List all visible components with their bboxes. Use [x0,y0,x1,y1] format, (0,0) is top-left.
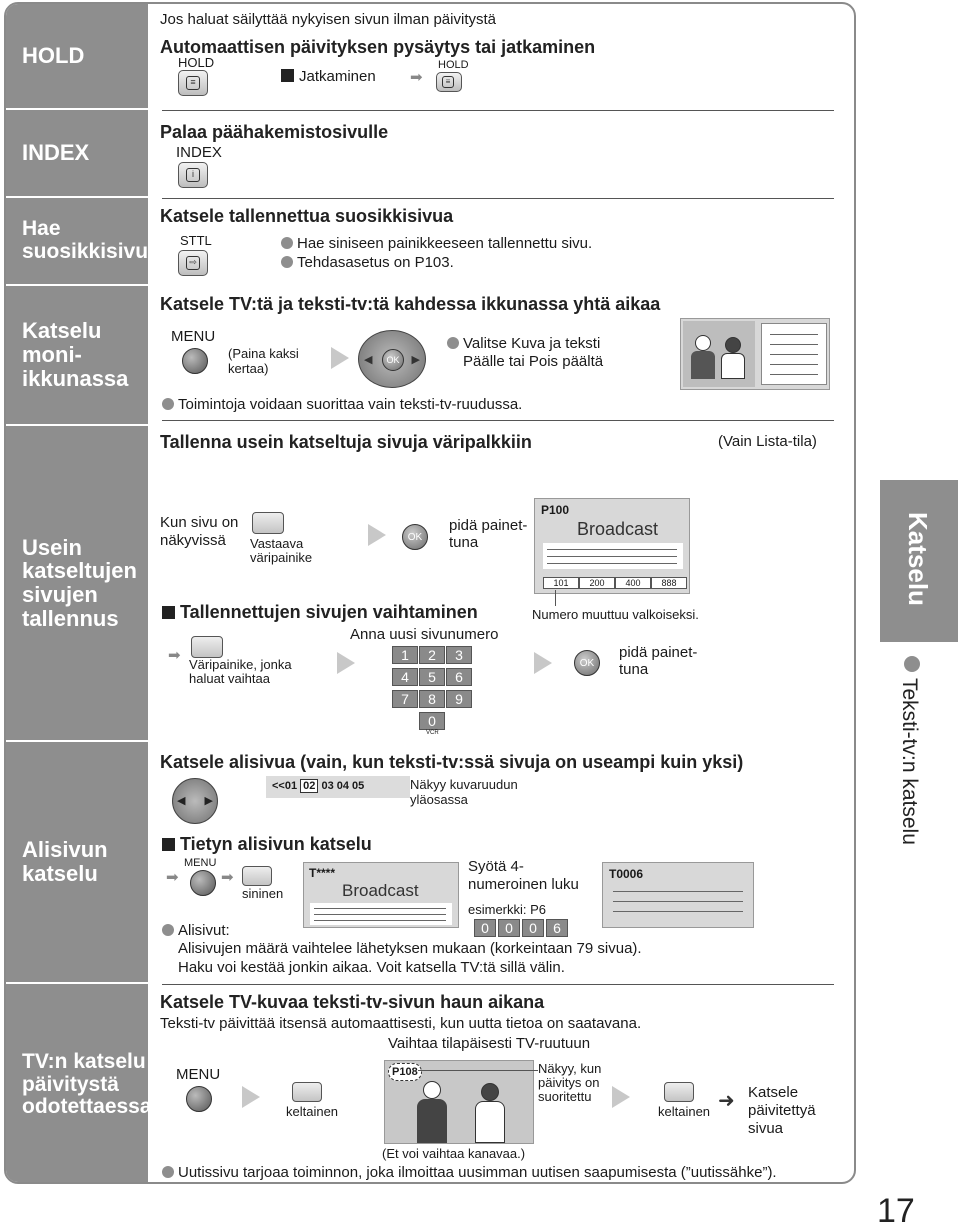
color-button[interactable] [252,512,284,534]
menu-button[interactable] [190,870,216,896]
square-bullet [162,838,175,851]
shown-label: Näkyy kuvaruudun yläosassa [410,777,518,807]
arrow-icon: ➡ [166,869,179,886]
arrow-icon [242,1086,260,1108]
tab-teksti: Teksti-tv:n katselu [898,678,921,845]
stored-bullet-1: Hae siniseen painikkeeseen tallennettu sivu. [281,235,592,252]
person-icon [481,1083,499,1101]
split-screen-image [680,318,830,390]
multi-select: Valitse Kuva ja teksti [447,335,600,352]
hold-intro: Jos haluat säilyttää nykyisen sivun ilman päivitystä [160,11,496,28]
key-5[interactable]: 5 [419,668,445,686]
change-title: Tallennettujen sivujen vaihtaminen [162,602,478,623]
sub-label: Alisivut: [162,922,230,939]
person-body-icon [417,1099,447,1143]
color-button[interactable] [191,636,223,658]
yellow-label-2: keltainen [658,1104,711,1119]
vcr-label: VCR [426,730,439,736]
person-icon [725,337,741,353]
digit-key[interactable]: 0 [498,919,520,937]
key-2[interactable]: 2 [419,646,445,664]
arrow-icon: ➡ [221,869,234,886]
section-usein: Usein katseltujen sivujen tallennus [6,426,148,740]
sttl-button-label: STTL [180,233,212,248]
menu-button[interactable] [186,1086,212,1112]
teletext-pane [761,323,827,385]
person-body-icon [721,353,745,379]
key-0[interactable]: 0 [419,712,445,730]
selected-subpage[interactable]: 02 [300,779,318,793]
person-body-icon [691,351,715,379]
square-bullet [281,69,294,82]
temp-label: Vaihtaa tilapäisesti TV-ruutuun [388,1035,591,1052]
key-7[interactable]: 7 [392,690,418,708]
hold-button-2[interactable] [436,72,462,92]
arrow-icon [331,347,349,369]
enter-label: Syötä 4-numeroinen luku [468,858,579,893]
teletext-screen [303,862,459,928]
left-arrow-icon: ◀ [177,795,186,807]
news-note: Uutissivu tarjoaa toiminnon, joka ilmoittaa uusimman uutisen saapumisesta (”uutissähke”). [162,1164,777,1181]
menu-label: MENU [184,857,217,869]
page-number: 17 [877,1192,915,1230]
stored-title: Katsele tallennettua suosikkisivua [160,206,454,226]
tv-picture [683,321,755,387]
color-bar-item[interactable]: 400 [615,577,651,589]
dpad-button[interactable] [172,778,218,824]
arrow-icon: ➡ [410,69,423,86]
section-paivitys: TV:n katselu päivitystä odotettaessa [6,984,148,1184]
page-number: P108 [388,1063,422,1081]
page-number: P100 [541,503,570,517]
dpad-button[interactable] [358,330,426,388]
arrow-icon: ➜ [718,1090,735,1112]
divider [162,198,834,199]
example-label: esimerkki: P6 [468,902,547,917]
index-button-label: INDEX [176,144,222,161]
fav-when: Kun sivu on näkyvissä [160,514,239,549]
bullet-icon [904,656,920,672]
blue-label: sininen [242,886,284,901]
sub-note-2: Haku voi kestää jonkin aikaa. Voit katsella TV:tä sillä välin. [178,959,565,976]
menu-label: MENU [176,1066,221,1083]
section-hae: Hae suosikkisivu [6,198,148,284]
right-arrow-icon: ▶ [411,354,420,366]
ok-button[interactable]: OK [574,650,600,676]
fav-title: Tallenna usein katseltuja sivuja väripalkkiin [160,432,532,452]
callout-line [418,1070,538,1071]
color-bar-item[interactable]: 888 [651,577,687,589]
tab-katselu: Katselu [903,512,933,606]
teletext-screen [534,498,690,594]
matching-color-label: Vastaava väripainike [250,536,313,565]
multi-title: Katsele TV:tä ja teksti-tv:tä kahdessa ikkunassa yhtä aikaa [160,294,661,314]
arrow-icon [368,524,386,546]
ok-button[interactable]: OK [402,524,428,550]
index-button[interactable] [178,162,208,188]
bullet-icon [162,398,174,410]
chapter-tab [880,480,958,642]
stored-bullet-2: Tehdasasetus on P103. [281,254,454,271]
key-8[interactable]: 8 [419,690,445,708]
hold-button-label: HOLD [178,55,215,70]
color-bar [543,577,687,589]
view-label: Katsele päivitettyä sivua [748,1084,816,1137]
key-3[interactable]: 3 [446,646,472,664]
result-screen [602,862,754,928]
digit-key[interactable]: 0 [474,919,496,937]
hold-button-label-2: HOLD [438,59,469,71]
bullet-icon [447,337,459,349]
broadcast-label: Broadcast [577,519,659,539]
bullet-icon [162,924,174,936]
text-area [543,543,683,569]
yellow-button[interactable] [664,1082,694,1102]
bullet-icon [281,237,293,249]
arrow-icon [612,1086,630,1108]
hold-title: Automaattisen päivityksen pysäytys tai jatkaminen [160,37,596,57]
key-4[interactable]: 4 [392,668,418,686]
key-1[interactable]: 1 [392,646,418,664]
ok-button[interactable]: OK [382,349,404,371]
section-index: INDEX [6,110,148,196]
specific-title: Tietyn alisivun katselu [162,834,372,855]
page-number: T0006 [609,867,644,881]
sub-note-1: Alisivujen määrä vaihtelee lähetyksen mukaan (korkeintaan 79 sivua). [178,940,642,957]
sttl-button[interactable] [178,250,208,276]
arrow-icon [337,652,355,674]
digit-key[interactable]: 6 [546,919,568,937]
hold-press-label: pidä painet-tuna [449,517,528,551]
update-title: Katsele TV-kuvaa teksti-tv-sivun haun aikana [160,992,545,1012]
broadcast-label: Broadcast [342,881,419,900]
subpage-bar: <<01 02 03 04 05 [266,776,410,798]
text-area [310,903,452,925]
menu-button[interactable] [182,348,208,374]
section-alisivun: Alisivun katselu [6,742,148,982]
sttl-icon: ⇨ [186,256,200,270]
divider [162,984,834,985]
bullet-icon [162,1166,174,1178]
key-9[interactable]: 9 [446,690,472,708]
person-body-icon [475,1101,505,1143]
arrow-icon [534,652,552,674]
hold-button[interactable] [178,70,208,96]
color-button-label: Väripainike, jonka haluat vaihtaa [189,657,292,686]
press-twice: (Paina kaksi kertaa) [228,346,299,376]
arrow-icon: ➡ [168,647,181,664]
hold-icon: ≡ [186,76,200,90]
nochannel-label: (Et voi vaihtaa kanavaa.) [382,1146,526,1161]
square-bullet [162,606,175,619]
color-bar-item[interactable]: 200 [579,577,615,589]
sub-title: Katsele alisivua (vain, kun teksti-tv:ssä sivuja on useampi kuin yksi) [160,752,744,772]
divider [162,110,834,111]
digit-key[interactable]: 0 [522,919,544,937]
blue-button[interactable] [242,866,272,886]
new-number-label: Anna uusi sivunumero [350,626,499,643]
index-title: Palaa päähakemistosivulle [160,122,389,142]
hold-icon: ≡ [442,76,454,88]
divider [162,420,834,421]
shown-label: Näkyy, kun päivitys on suoritettu [538,1061,602,1104]
multi-note: Toimintoja voidaan suorittaa vain teksti-tv-ruudussa. [162,396,522,413]
continue-label: Jatkaminen [281,68,376,85]
section-moni: Katselu moni-ikkunassa [6,286,148,424]
menu-label: MENU [171,328,216,345]
callout-line [555,590,556,606]
page-number: T**** [309,866,336,880]
multi-onoff: Päälle tai Pois päältä [463,353,604,370]
section-hold: HOLD [6,4,148,108]
update-desc: Teksti-tv päivittää itsensä automaattisesti, kun uutta tietoa on saatavana. [160,1015,642,1032]
yellow-label: keltainen [286,1104,339,1119]
yellow-button[interactable] [292,1082,322,1102]
person-icon [695,335,711,351]
hold-press-label-2: pidä painet-tuna [619,644,698,678]
key-6[interactable]: 6 [446,668,472,686]
color-bar-item[interactable]: 101 [543,577,579,589]
person-icon [423,1081,441,1099]
right-arrow-icon: ▶ [204,795,213,807]
tv-screen [384,1060,534,1144]
white-note: Numero muuttuu valkoiseksi. [532,607,699,622]
content-frame [4,2,856,1184]
fav-mode: (Vain Lista-tila) [718,433,817,450]
left-arrow-icon: ◀ [364,354,373,366]
index-icon: i [186,168,200,182]
bullet-icon [281,256,293,268]
